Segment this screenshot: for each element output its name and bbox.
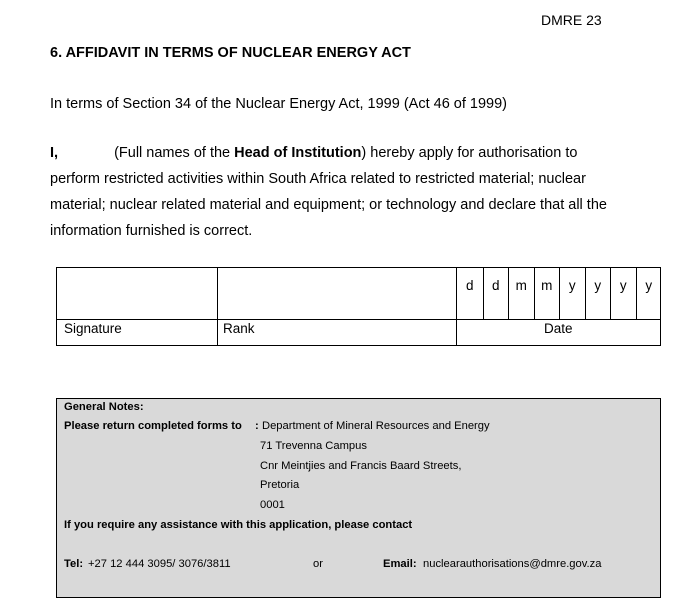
signature-table (56, 267, 661, 346)
address-line: Pretoria (260, 479, 300, 491)
assistance-text: If you require any assistance with this application, please contact (64, 519, 413, 531)
date-label: Date (544, 321, 573, 336)
rank-field[interactable] (218, 268, 456, 319)
rank-label: Rank (223, 321, 255, 336)
return-label: Please return completed forms to (64, 420, 242, 432)
declaration-pronoun: I, (50, 145, 59, 161)
or-text: or (313, 558, 323, 570)
date-day-cell[interactable]: d (483, 268, 509, 319)
intro-paragraph: In terms of Section 34 of the Nuclear Energy Act, 1999 (Act 46 of 1999) (50, 96, 508, 112)
email-address[interactable]: nuclearauthorisations@dmre.gov.za (423, 558, 602, 570)
date-year-cell[interactable]: y (610, 268, 636, 319)
date-month-cell[interactable]: m (534, 268, 560, 319)
form-code: DMRE 23 (541, 12, 602, 28)
date-year-cell[interactable]: y (636, 268, 662, 319)
address-line: 0001 (260, 499, 285, 511)
address-line: Cnr Meintjies and Francis Baard Streets, (260, 460, 462, 472)
return-colon: : (255, 420, 259, 432)
declaration-paragraph (50, 140, 630, 244)
general-notes-box (56, 398, 661, 598)
email-label: Email: (383, 558, 417, 570)
declaration-bold-term: Head of Institution (234, 145, 362, 161)
date-year-cell[interactable]: y (585, 268, 611, 319)
address-line: 71 Trevenna Campus (260, 440, 367, 452)
address-line: Department of Mineral Resources and Energy (262, 420, 490, 432)
tel-number[interactable]: +27 12 444 3095/ 3076/3811 (88, 558, 231, 570)
signature-field[interactable] (57, 268, 217, 319)
notes-heading: General Notes: (64, 401, 144, 413)
section-title: 6. AFFIDAVIT IN TERMS OF NUCLEAR ENERGY ACT (50, 45, 411, 61)
date-year-cell[interactable]: y (559, 268, 585, 319)
date-day-cell[interactable]: d (465, 278, 474, 293)
row-divider (57, 319, 660, 320)
signature-label: Signature (64, 321, 122, 336)
date-month-cell[interactable]: m (508, 268, 534, 319)
declaration-text-start: (Full names of the (114, 145, 235, 161)
declaration-text-end: ) hereby apply for authorisation to perform restricted activities within South Africa related to restricted material; nuclear material; nuclear related material and equipment; or technology and declare that all the information furnished is correct. (50, 145, 607, 239)
date-field[interactable] (457, 268, 661, 319)
tel-label: Tel: (64, 558, 84, 570)
